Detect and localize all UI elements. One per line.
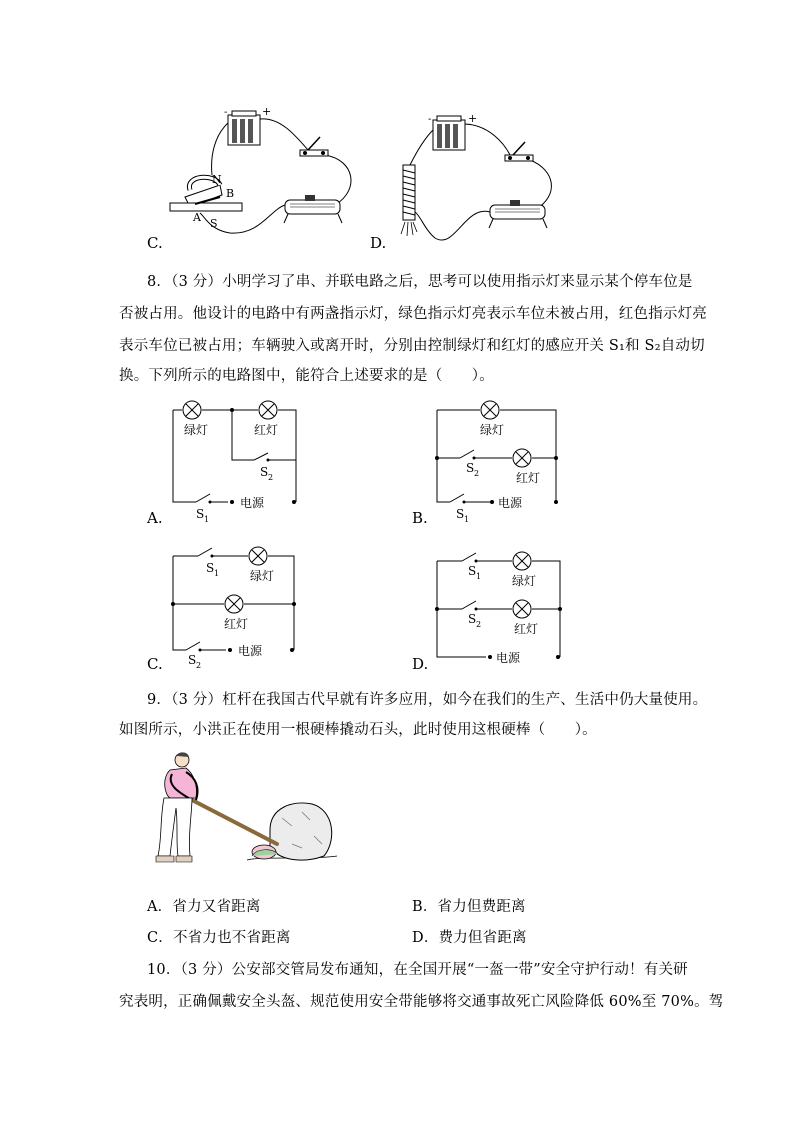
switch-icon [300, 137, 328, 156]
s2-label: S [260, 465, 269, 479]
battery-plus-label: + [468, 112, 478, 125]
option-c-label: C. [147, 234, 163, 252]
figure-d-electromagnet-circuit [395, 110, 595, 250]
power-label: 电源 [240, 496, 265, 510]
switch-s1-icon [462, 553, 478, 563]
rod-b-label: B [226, 187, 235, 200]
red-lamp-icon [259, 401, 277, 419]
rod-a-label: A [193, 211, 201, 224]
power-label: 电源 [496, 651, 521, 665]
switch-s1-icon [198, 548, 214, 558]
q8-line-4: 换。下列所示的电路图中，能符合上述要求的是（ ）。 [119, 368, 494, 384]
q9-option-b: B．省力但费距离 [412, 899, 526, 915]
s1-subscript: 1 [464, 515, 470, 524]
green-lamp-label: 绿灯 [184, 423, 209, 437]
magnet-n-label: N [212, 173, 222, 186]
q10-line-1: 10．（3 分）公安部交管局发布通知，在全国开展“一盔一带”安全守护行动！有关研 [147, 962, 688, 978]
power-label: 电源 [498, 496, 523, 510]
s2-subscript: 2 [476, 620, 482, 629]
green-lamp-label: 绿灯 [512, 574, 537, 588]
q9-line-2: 如图所示，小洪正在使用一根硬棒撬动石头，此时使用这根硬棒（ ）。 [119, 722, 597, 738]
q8-option-b: B. [412, 509, 428, 527]
switch-s2-icon [186, 642, 202, 652]
circuit-a [168, 398, 308, 524]
red-lamp-label: 红灯 [224, 617, 249, 631]
battery-minus-label: - [428, 114, 432, 125]
rheostat-icon [489, 200, 547, 228]
red-lamp-icon [513, 449, 531, 467]
s2-label: S [188, 653, 197, 667]
s2-subscript: 2 [196, 661, 202, 670]
s2-label: S [468, 612, 477, 626]
green-lamp-label: 绿灯 [480, 423, 505, 437]
circuit-b [432, 398, 572, 524]
switch-s2-icon [460, 450, 476, 460]
switch-icon [505, 142, 533, 161]
s2-subscript: 2 [474, 469, 480, 478]
lever-illustration [152, 748, 337, 868]
red-lamp-label: 红灯 [514, 622, 539, 636]
q10-line-2: 究表明，正确佩戴安全头盔、规范使用安全带能够将交通事故死亡风险降低 60%至 70%。驾 [119, 994, 724, 1010]
switch-s2-icon [462, 601, 478, 611]
q8-option-d: D. [412, 655, 429, 673]
q9-option-a: A．省力又省距离 [147, 899, 261, 915]
power-label: 电源 [238, 644, 263, 658]
circuit-d [432, 545, 572, 665]
person-icon [156, 752, 198, 862]
q8-line-3: 表示车位已被占用；车辆驶入或离开时，分别由控制绿灯和红灯的感应开关 S₁和 S₂自动切 [119, 338, 705, 354]
battery-minus-label: - [224, 107, 228, 118]
rheostat-icon [284, 195, 342, 223]
switch-s2-icon [254, 453, 270, 462]
red-lamp-label: 红灯 [254, 423, 279, 437]
switch-s1-icon [196, 494, 212, 504]
q8-line-1: 8．（3 分）小明学习了串、并联电路之后，思考可以使用指示灯来显示某个停车位是 [147, 274, 693, 290]
q8-option-c: C. [147, 655, 163, 673]
q9-line-1: 9．（3 分）杠杆在我国古代早就有许多应用，如今在我们的生产、生活中仍大量使用。 [147, 692, 708, 708]
figure-c-induction-circuit [160, 105, 360, 245]
green-lamp-icon [249, 547, 267, 565]
circuit-c [168, 540, 308, 670]
s1-subscript: 1 [214, 569, 220, 578]
s2-subscript: 2 [268, 473, 274, 482]
red-lamp-icon [225, 595, 243, 613]
s1-subscript: 1 [476, 572, 482, 581]
red-lamp-icon [513, 600, 531, 618]
battery-icon [433, 116, 465, 150]
magnet-s-label: S [210, 217, 218, 230]
q8-line-2: 否被占用。他设计的电路中有两盏指示灯，绿色指示灯亮表示车位未被占用，红色指示灯亮 [119, 306, 707, 322]
green-lamp-icon [513, 552, 531, 570]
option-d-label: D. [370, 234, 387, 252]
battery-plus-label: + [262, 105, 272, 118]
s2-label: S [466, 461, 475, 475]
s1-subscript: 1 [204, 515, 210, 524]
s1-label: S [456, 507, 465, 521]
battery-icon [228, 111, 260, 145]
coil-icon [401, 165, 417, 236]
rock-icon [270, 803, 332, 860]
green-lamp-icon [183, 401, 201, 419]
switch-s1-icon [450, 494, 466, 504]
green-lamp-label: 绿灯 [250, 569, 275, 583]
green-lamp-icon [481, 401, 499, 419]
s1-label: S [196, 507, 205, 521]
q9-option-d: D．费力但省距离 [412, 930, 527, 946]
q9-option-c: C．不省力也不省距离 [147, 930, 291, 946]
s1-label: S [206, 561, 215, 575]
q8-option-a: A. [147, 509, 163, 527]
s1-label: S [468, 564, 477, 578]
red-lamp-label: 红灯 [516, 471, 541, 485]
